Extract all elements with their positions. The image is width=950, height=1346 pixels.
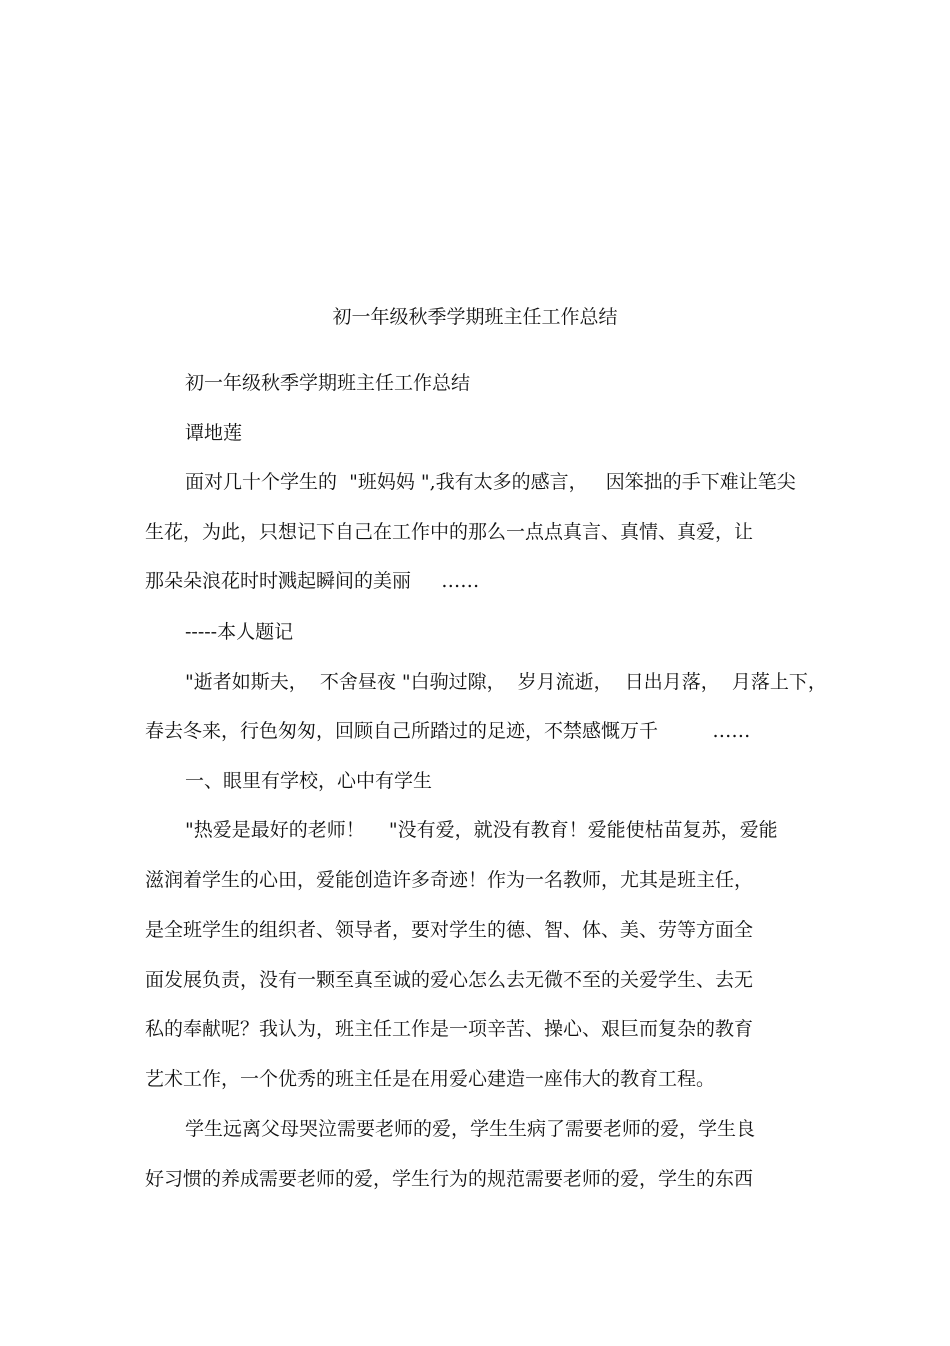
paragraph-line: 是全班学生的组织者、领导者，要对学生的德、智、体、美、劳等方面全 [145,919,754,941]
paragraph-line: 面发展负责，没有一颗至真至诚的爱心怎么去无微不至的关爱学生、去无 [145,969,754,991]
document-title: 初一年级秋季学期班主任工作总结 [332,306,618,328]
section-heading: 一、眼里有学校，心中有学生 [185,770,433,792]
paragraph-line: 艺术工作，一个优秀的班主任是在用爱心建造一座伟大的教育工程。 [145,1068,716,1090]
subtitle-line: 初一年级秋季学期班主任工作总结 [185,372,471,394]
paragraph-line: 私的奉献呢？我认为，班主任工作是一项辛苦、操心、艰巨而复杂的教育 [145,1018,754,1040]
paragraph-line: "逝者如斯夫， 不舍昼夜 "白驹过隙， 岁月流逝， 日出月落， 月落上下， [185,671,827,693]
paragraph-line: 春去冬来，行色匆匆，回顾自己所踏过的足迹，不禁感慨万千 …… [145,720,751,742]
paragraph-line: 那朵朵浪花时时溅起瞬间的美丽 …… [145,570,480,592]
paragraph-line: "热爱是最好的老师！ "没有爱，就没有教育！爱能使枯苗复苏，爱能 [185,819,778,841]
author-line: 谭地莲 [185,422,243,444]
paragraph-line: 生花，为此，只想记下自己在工作中的那么一点点真言、真情、真爱，让 [145,521,754,543]
paragraph-line: 滋润着学生的心田，爱能创造许多奇迹！作为一名教师，尤其是班主任， [145,869,754,891]
paragraph-line: 面对几十个学生的 "班妈妈 ",我有太多的感言， 因笨拙的手下难让笔尖 [185,471,796,493]
epigraph-signature: -----本人题记 [185,621,294,643]
paragraph-line: 好习惯的养成需要老师的爱，学生行为的规范需要老师的爱，学生的东西 [145,1168,754,1190]
paragraph-line: 学生远离父母哭泣需要老师的爱，学生生病了需要老师的爱，学生良 [185,1118,756,1140]
